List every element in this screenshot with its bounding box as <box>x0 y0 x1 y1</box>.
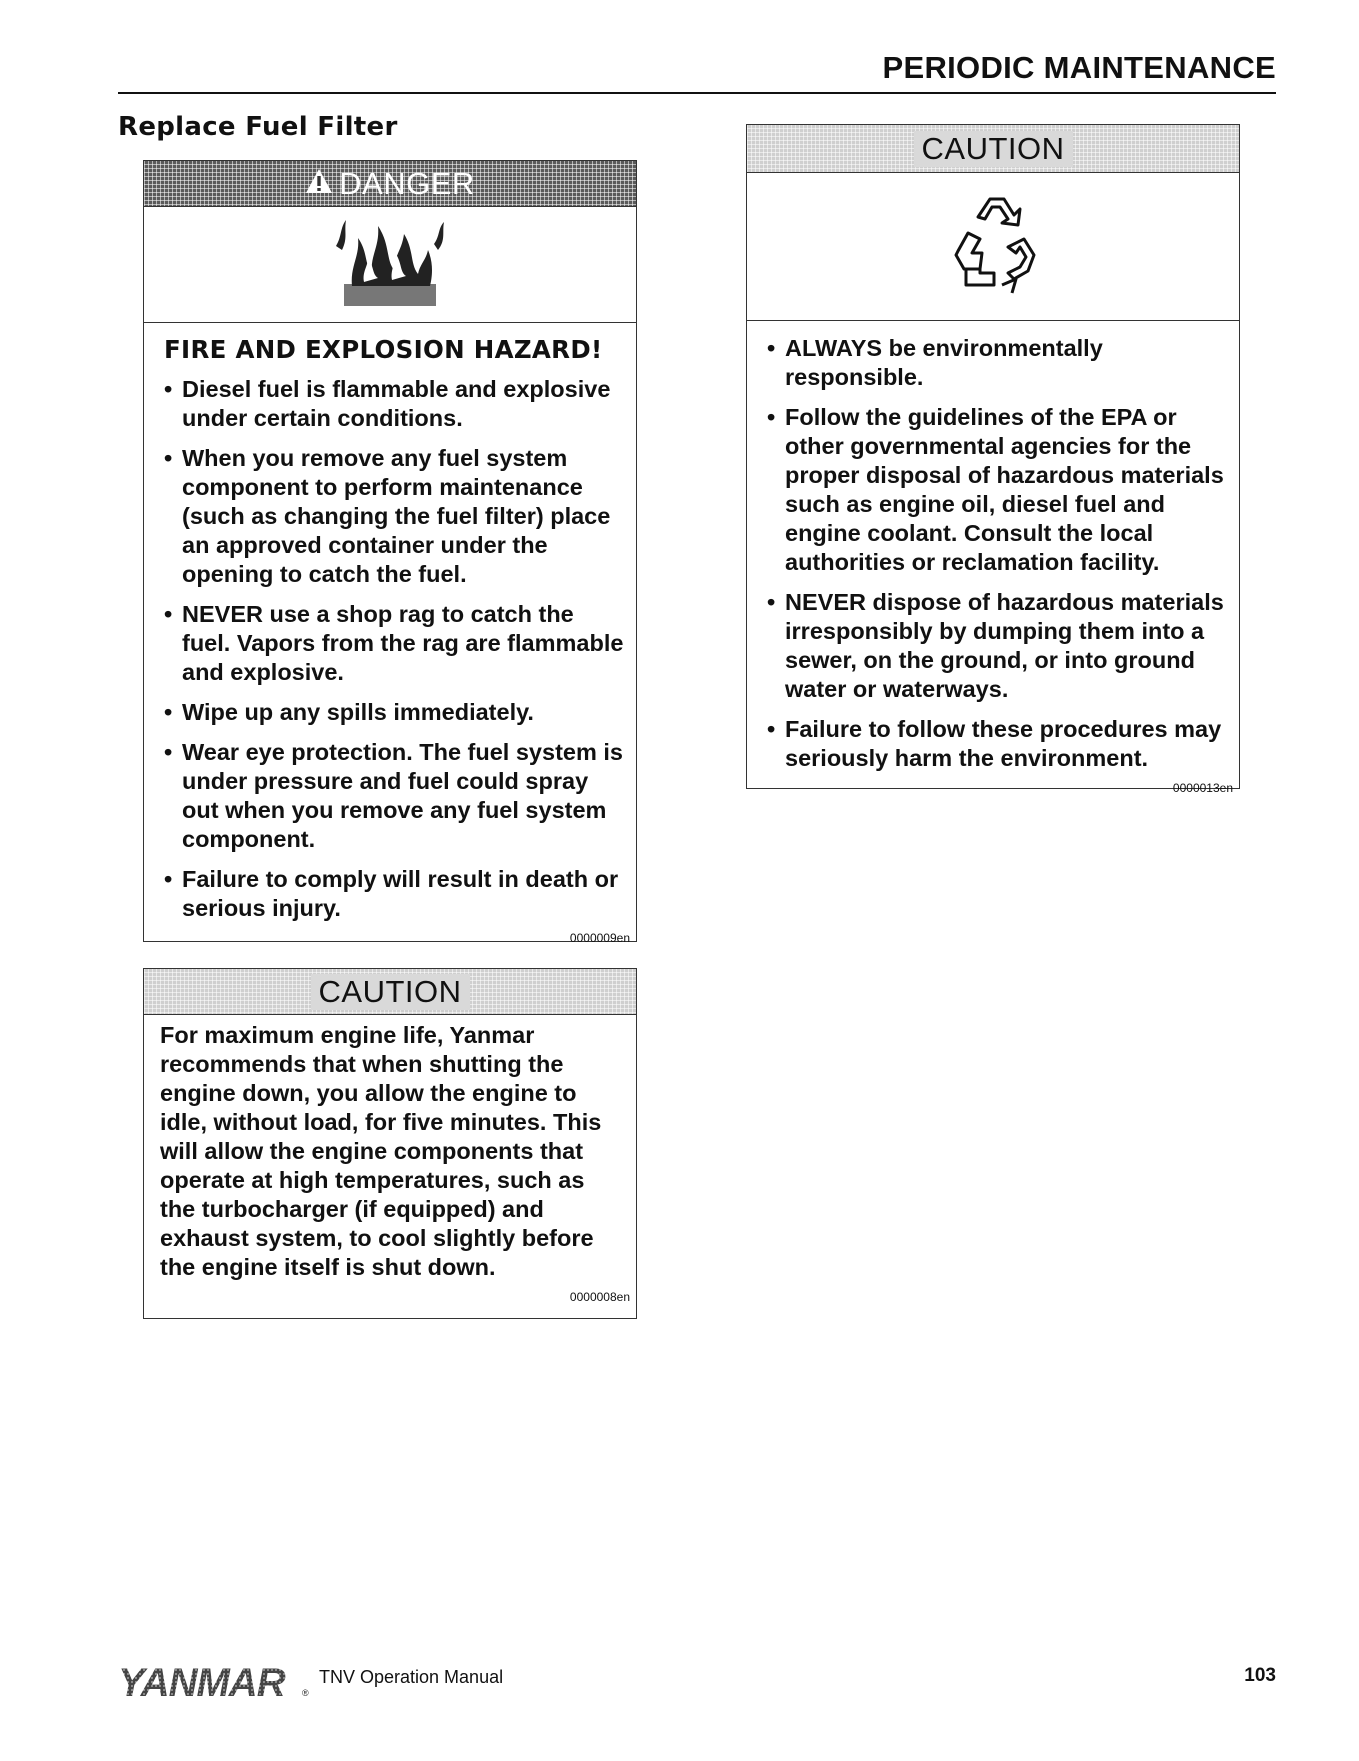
list-item: • NEVER use a shop rag to catch the fuel. Vapors from the rag are flammable and explosive. <box>164 600 624 687</box>
caution-code: 0000008en <box>569 1290 630 1304</box>
caution-box-engine <box>143 968 637 1319</box>
danger-bullet-list <box>144 375 636 923</box>
danger-symbol-area <box>144 207 636 323</box>
danger-band <box>144 161 636 207</box>
list-item: • NEVER dispose of hazardous materials irresponsibly by dumping them into a sewer, on the ground, or into ground water or waterways. <box>767 588 1227 704</box>
hazard-title: FIRE AND EXPLOSION HAZARD! <box>164 335 603 364</box>
manual-title: TNV Operation Manual <box>319 1667 504 1687</box>
environment-bullet-list <box>747 321 1239 773</box>
list-item: • Follow the guidelines of the EPA or other governmental agencies for the proper disposal of hazardous materials such as engine oil, diesel fuel and engine coolant. Consult the local authorities or reclamation facility. <box>767 403 1227 577</box>
list-item: • Failure to comply will result in death or serious injury. <box>164 865 624 923</box>
caution-label: CAUTION <box>914 131 1073 167</box>
caution-code: 0000013en <box>1172 781 1233 795</box>
recycle-symbol-area <box>747 173 1239 321</box>
fire-flame-icon <box>330 216 450 313</box>
caution-band <box>747 125 1239 173</box>
danger-label: DANGER <box>339 165 475 201</box>
page-number: 103 <box>1244 1665 1276 1686</box>
list-item: • When you remove any fuel system component to perform maintenance (such as changing the fuel filter) place an approved container under the opening to catch the fuel. <box>164 444 624 589</box>
header-section-title: PERIODIC MAINTENANCE <box>882 50 1276 85</box>
svg-text:®: ® <box>302 1688 309 1698</box>
recycle-icon <box>938 189 1048 304</box>
list-item: • Failure to follow these procedures may seriously harm the environment. <box>767 715 1227 773</box>
list-item: • Wipe up any spills immediately. <box>164 698 624 727</box>
list-item: • Diesel fuel is flammable and explosive under certain conditions. <box>164 375 624 433</box>
list-item: • Wear eye protection. The fuel system is under pressure and fuel could spray out when you remove any fuel system component. <box>164 738 624 854</box>
warning-triangle-icon <box>305 168 333 199</box>
danger-code: 0000009en <box>569 931 630 945</box>
svg-text:YANMAR: YANMAR <box>118 1664 285 1700</box>
list-item: • ALWAYS be environmentally responsible. <box>767 334 1227 392</box>
caution-box-environment <box>746 124 1240 795</box>
yanmar-logo <box>118 1664 318 1705</box>
caution-text: For maximum engine life, Yanmar recommends that when shutting the engine down, you allow the engine to idle, without load, for five minutes. This will allow the engine components that operate at high temperatures, such as the turbocharger (if equipped) and exhaust system, to cool slightly before the engine itself is shut down. <box>160 1022 602 1280</box>
section-title: Replace Fuel Filter <box>118 112 398 142</box>
caution-label: CAUTION <box>311 974 470 1010</box>
caution-band <box>144 969 636 1015</box>
danger-box <box>143 160 637 945</box>
header-rule <box>118 92 1276 94</box>
